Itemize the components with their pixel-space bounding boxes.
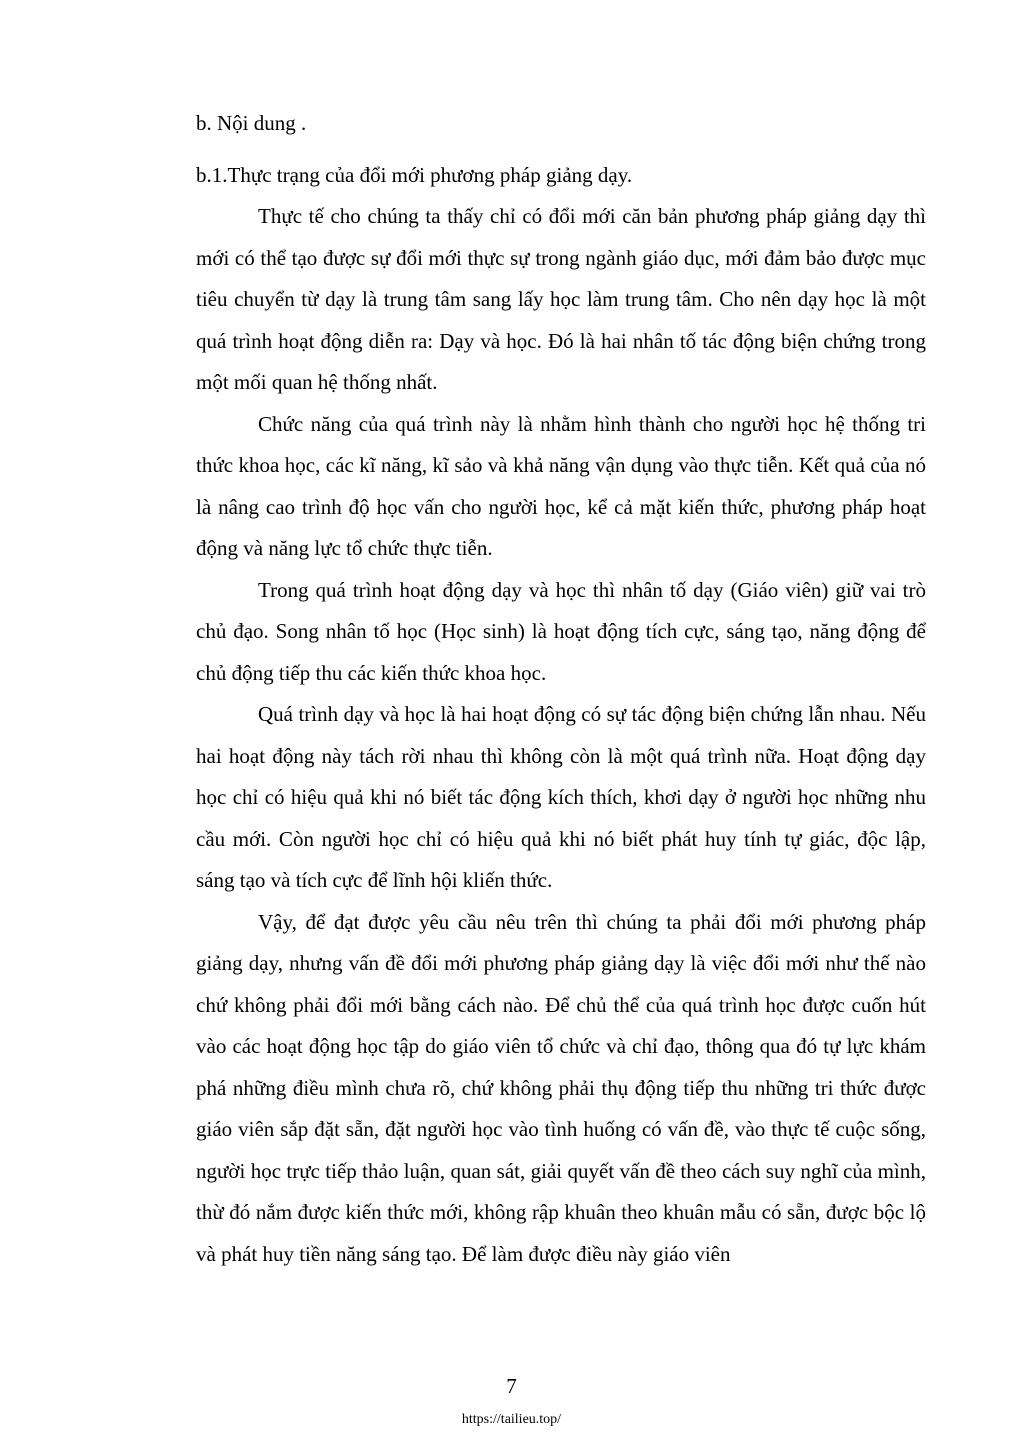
document-body (196, 103, 926, 1275)
source-url: https://tailieu.top/ (461, 1412, 562, 1427)
paragraph-4: Quá trình dạy và học là hai hoạt động có sự tác động biện chứng lẫn nhau. Nếu hai hoạt động này tách rời nhau thì không còn là một quá trình nữa. Hoạt động dạy học chỉ có hiệu quả khi nó biết tác động kích thích, khơi dạy ở người học những nhu cầu mới. Còn người học chỉ có hiệu quả khi nó biết phát huy tính tự giác, độc lập, sáng tạo và tích cực để lĩnh hội kliến thức. (196, 702, 926, 892)
page-number: 7 (506, 1374, 517, 1398)
subsection-heading: b.1.Thực trạng của đổi mới phương pháp giảng dạy. (196, 162, 633, 187)
section-heading: b. Nội dung . (196, 111, 307, 135)
paragraph-3: Trong quá trình hoạt động dạy và học thì nhân tố dạy (Giáo viên) giữ vai trò chủ đạo. Song nhân tố học (Học sinh) là hoạt động tích cực, sáng tạo, năng động để chủ động tiếp thu các kiến thức khoa học. (196, 577, 926, 685)
paragraph-2: Chức năng của quá trình này là nhằm hình thành cho người học hệ thống tri thức khoa học, các kĩ năng, kĩ sảo và khả năng vận dụng vào thực tiễn. Kết quả của nó là nâng cao trình độ học vấn cho người học, kể cả mặt kiến thức, phương pháp hoạt động và năng lực tổ chức thực tiễn. (196, 411, 926, 560)
paragraph-1: Thực tế cho chúng ta thấy chỉ có đổi mới căn bản phương pháp giảng dạy thì mới có thể tạo được sự đổi mới thực sự trong ngành giáo dục, mới đảm bảo được mục tiêu chuyển từ dạy là trung tâm sang lấy học làm trung tâm. Cho nên dạy học là một quá trình hoạt động diễn ra: Dạy và học. Đó là hai nhân tố tác động biện chứng trong một mối quan hệ thống nhất. (196, 204, 926, 394)
paragraph-5: Vậy, để đạt được yêu cầu nêu trên thì chúng ta phải đổi mới phương pháp giảng dạy, nhưng vấn đề đổi mới phương pháp giảng dạy là việc đổi mới như thế nào chứ không phải đổi mới bằng cách nào. Để chủ thể của quá trình học được cuốn hút vào các hoạt động học tập do giáo viên tổ chức và chỉ đạo, thông qua đó tự lực khám phá những điều mình chưa rõ, chứ không phải thụ động tiếp thu những tri thức được giáo viên sắp đặt sẵn, đặt người học vào tình huống có vấn đề, vào thực tế cuộc sống, người học trực tiếp thảo luận, quan sát, giải quyết vấn đề theo cách suy nghĩ của mình, thừ đó nắm được kiến thức mới, không rập khuân theo khuân mẫu có sẵn, được bộc lộ và phát huy tiền năng sáng tạo. Để làm được điều này giáo viên (196, 909, 926, 1266)
